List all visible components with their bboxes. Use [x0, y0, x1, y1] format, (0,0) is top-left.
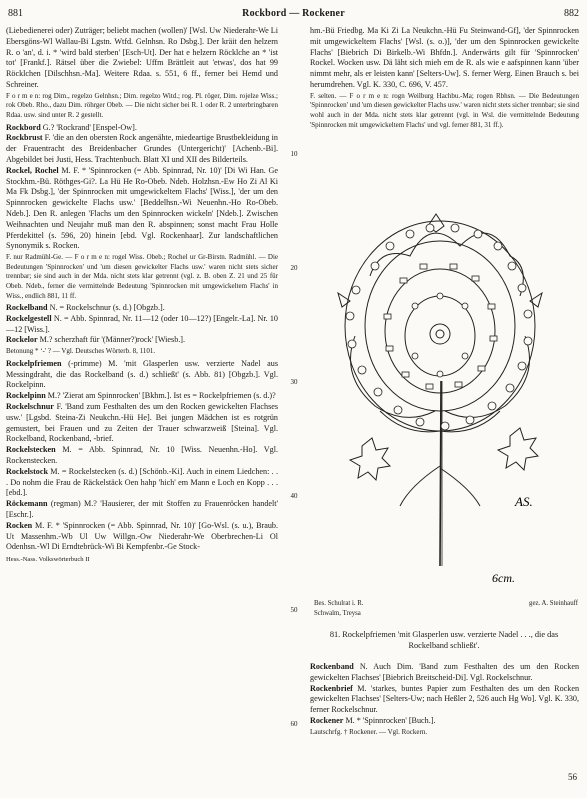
- handwritten-size-note: 6cm.: [492, 571, 515, 585]
- entry-definition: M. F. * 'Spinnrocken (= Abb. Spinnrad, Nr. 10)' [Di Wi Han. Ge Stockhm.-Bü. Röthges-Gi?. La Hü He Ro-Obeb. Ndeb. Holzhsn.-Ew Ho Zi Al Ki Ma Fk Dsbg.], 'der Spinnrocken mit umgewickeltem Flachs' [Wiss.], 'der um den Spinnrocken gewickelte Flachs usw.' [Beddelhsn.-Wi Neuenhn.-Ho Ro-Obeb. Ndeb.]. Den R. anlegen 'Flachs um den Spinnrocken wickeln' [Ndeb.]. Zwischen Weihnachten und Neujahr muß man den R. abspinnen; sonst macht Frau Holle Pferdekittel (s. 596, 20) hinein [ebd. Vgl. Rockenhaar]. Zur landschaftlichen Synonymik s. Rocken.: [6, 165, 278, 251]
- entry-definition: M. F. * 'Spinnrocken (= Abb. Spinnrad, Nr. 10)' [Go-Wsl. (s. u.), Braub. Ut Massenhm.-Wb Ul Uw Willgn.-Ow Niederahr-We Oberbrechen-Li Ol Odenhsn.-Wl Di Erndtebrück-Wi Bi Kempfenbr.-Ge Stock-: [6, 520, 278, 552]
- dictionary-entry: [6, 166, 278, 252]
- dictionary-entry: [6, 303, 278, 314]
- volume-signature: Hess.-Nass. Volkswörterbuch II: [6, 556, 90, 564]
- running-headword: Rockbord — Rockener: [242, 8, 345, 19]
- page-header: [8, 8, 579, 22]
- entry-headword: Rockenband: [310, 662, 354, 671]
- line-number: 30: [290, 378, 298, 386]
- dictionary-entry: [6, 391, 278, 402]
- entry-headword: Rockener: [310, 715, 344, 725]
- page-number-left: 881: [8, 8, 23, 19]
- entry-headword: Rockel, Rochel: [6, 165, 59, 175]
- dictionary-entry: [6, 521, 278, 553]
- dictionary-entry: [6, 123, 278, 134]
- entry-headword: Rockbord: [6, 122, 41, 132]
- entry-note: F. selten. — F o r m e n: rogn Weilburg Hachbu.-Ma; rogen Rbhsn. — Die Bedeutungen 'Spinnrocken' und 'um diesen gewickelter Flachs usw.' waren nicht stets sicher trennbar; sie sind wohl auch in der Mda. nicht stets klar getrennt (vgl. in Wsl. die vermittelnde Bedeutung 'Spinnrocken mit umgewickeltem Flachs' und vgl. ferner 881, 31 ff.).: [310, 91, 579, 129]
- entry-headword: Rockelor: [6, 335, 38, 345]
- entry-headword: Rockelpinn: [6, 391, 46, 401]
- credit-owner: Bes. Schulrat i. R.: [314, 600, 364, 607]
- entry-definition: N. = Rockelschnur (s. d.) [Obgzb.].: [49, 303, 165, 313]
- line-number: 50: [290, 606, 298, 614]
- entry-headword: Rockelstecken: [6, 445, 56, 455]
- entry-definition: F. 'Band zum Festhalten des um den Rocken gewickelten Flachses usw.' [Lgsbd. Steina-Zi Neukchn.-Hü He]. Bei jungen Mädchen ist es rotgrün gemustert, bei Frauen und zu Zeiten der Trauer schwarzweiß [Steina]. Vgl. Rockelband, Rockenband, -brief.: [6, 402, 278, 444]
- entry-headword: Rockelband: [6, 303, 48, 313]
- entry-definition: M. = Rockelstecken (s. d.) [Schönb.-Ki]. Auch in einem Liedchen: . . . Do nohm die Frau de Räckelstäck Oen hahp 'hich' em Mann e Loch en Kopp . . . [ebd.].: [6, 466, 278, 498]
- rockelpfriemen-illustration: [310, 206, 578, 596]
- dictionary-entry: [6, 335, 278, 346]
- entry-headword: Rockelschnur: [6, 402, 54, 412]
- dictionary-entry: [6, 359, 278, 391]
- dictionary-entry: [6, 467, 278, 499]
- dictionary-entry: [6, 402, 278, 445]
- entry-definition: M. * 'Spinnrocken' [Buch.].: [345, 715, 436, 725]
- entry-definition: N. = Abb. Spinnrad, Nr. 11—12 (oder 10—12?) [Engelr.-La]. Nr. 10—12 [Wiss.].: [6, 313, 278, 334]
- figure-credits: [314, 600, 578, 607]
- line-number: 20: [290, 264, 298, 272]
- entry-headword: Rocken: [6, 520, 33, 530]
- credit-artist: gez. A. Steinhauff: [529, 600, 578, 607]
- entry-definition: G.? 'Rockrand' [Enspel-Ow].: [42, 122, 137, 132]
- entry-headword: Rockelstock: [6, 466, 48, 476]
- handwritten-initials: AS.: [515, 494, 533, 509]
- dictionary-entry: [310, 662, 579, 684]
- line-number: 60: [290, 720, 298, 728]
- page-tag: 56: [568, 772, 577, 782]
- line-number: 40: [290, 492, 298, 500]
- entry-note: F. nur Radmühl-Ge. — F o r m e n: rogel Wiss. Obeb.; Rochel ur Gr-Birstn. Radmühl. — Die Bedeutungen 'Spinnrocken' und 'um diesen gewickelter Flachs usw.' waren nicht stets sicher trennbar; sie sind auch in der Mda. nicht stets klar getrennt (vgl. z. B. oben Z. 21 und 25 für Obeb. Ndeb., ferner die vermittelnde Bedeutung 'Spinnrocken mit umgewickeltem Flachs' in Wiss., endlich 881, 11 ff.: [6, 253, 278, 300]
- entry-definition: N. Auch Dim. 'Band zum Festhalten des um den Rocken gewickelten Flachses' [Biebrich Breitscheid-Di]. Vgl. Rockelschnur.: [310, 662, 580, 682]
- line-number: 10: [290, 150, 298, 158]
- entry-headword: Rockbrust: [6, 133, 43, 143]
- entry-note: Betonung * ʻ-' ? — Vgl. Deutsches Wörterb. 8, 1101.: [6, 347, 156, 356]
- entry-definition: (-primme) M. 'mit Glasperlen usw. verzierte Nadel aus Messingdraht, die das Rockelband (s. d.) schließt' (s. Abb. 81) [Obgzb.]. Vgl. Rockelpinn.: [6, 358, 278, 390]
- credit-place: Schwalm, Treysa: [314, 610, 361, 617]
- dictionary-entry: [310, 716, 579, 727]
- page-number-right: 882: [564, 8, 579, 19]
- entry-definition: M. = Abb. Spinnrad, Nr. 10 [Wiss. Neuenhn.-Ho]. Vgl. Rockenstecken.: [6, 445, 278, 466]
- entry-note: Lautschrfg. † Rockener. — Vgl. Rockern.: [310, 727, 428, 736]
- dictionary-entry: [6, 314, 278, 336]
- dictionary-entry: [310, 684, 579, 716]
- entry-headword: Röckemann: [6, 499, 48, 509]
- entry-headword: Rockenbrief: [310, 683, 353, 693]
- entry-definition: M.? scherzhaft für '(Männer?)rock' [Wiesb.].: [39, 335, 186, 345]
- entry-note: F o r m e n: rog Dim., regelzo Gelnhsn.; Dim. regelzo Witd.; rog. Pl. röger, Dim. rojelze Wiss.; rok Obeb. Rho., dazu Dim. röhrger Obeb. — Die nicht sicher bei R. 1 oder R. 2 unterbringbaren Rdaa. usw. sind unter R. 2 gestellt.: [6, 91, 278, 119]
- figure-caption: 81. Rockelpfriemen 'mit Glasperlen usw. verzierte Nadel . . ., die das Rockelband schließt'.: [329, 630, 559, 650]
- entry-headword: Rockelgestell: [6, 313, 52, 323]
- left-column: [6, 26, 278, 786]
- right-column-bottom: [310, 662, 579, 739]
- entry-definition: (regman) M.? 'Hausierer, der mit Stoffen zu Frauenröcken handelt' [Eschr.].: [6, 499, 278, 520]
- entry-continuation: (Liebedienerei oder) Zuträger; beliebt machen (wollen)' [Wsl. Uw Niederahr-We Li Ebersgöns-Wl Wallau-Bi Lgstn. Wtfd. Gelnhsn. Ro Dsbg.]. Der kräit den helzern R. o 'an', d. i. * 'wird bald sterben' [Esch-Ut]. Der hat e helzern Röcklche an * 'ist tot' [Frankf.]. Rätsel über die Zwiebel: Uffm Brättleit aut 'etwas', dos hat 99 Röcklchen [Dilschhsn.-Ma]. Weitere Rdaa. s. 551, 6 ff., ferner bei Hemd und Schreiner.: [6, 26, 278, 89]
- dictionary-entry: [6, 499, 278, 521]
- dictionary-entry: [6, 133, 278, 165]
- entry-continuation: hm.-Bü Friedbg. Ma Ki Zi La Neukchn.-Hü Fu Steinwand-Gf], 'der Spinnrocken mit umgewickeltem Flachs' [Wsl. (s. o.)], 'der um den Spinnrocken gewickelte Flachs' [Biebrich Di Birkelb.-Wi Bhfdn.]. Anderwärts gilt für 'Spinnrocken' Rockel. Wocken usw. Dä läht sich mieh em de R. als wie e aafspinnen kann 'über nimmt mehr, als er leisten kann' [Selters-Uw]. S. ferner Werg. Einen Brauch s. bei herumdrehen. Vgl. K. 330, C. 696, V. 457.: [310, 26, 579, 89]
- entry-definition: M. 'starkes, buntes Papier zum Festhalten des um den Rocken gewickelten Flachses' [Selters-Uw; nach Heßler 2, 526 auch Hg Wo]. Vgl. K. 330, ferner Rockelschnur.: [310, 683, 580, 715]
- entry-definition: F. 'die an den obersten Rock angenähte, miedeartige Brustbekleidung in der Frauentracht des Breidenbacher Grundes (Untergericht)' [Achenb.-Bi]. Abgebildet bei Justi, Hess. Trachtenbuch. Blatt XI und XII des Bilderteils.: [6, 133, 278, 164]
- entry-headword: Rockelpfriemen: [6, 358, 62, 368]
- entry-definition: M.? 'Zierat am Spinnrocken' [Bkhm.]. Ist es = Rockelpfriemen (s. d.)?: [47, 391, 276, 401]
- dictionary-entry: [6, 445, 278, 467]
